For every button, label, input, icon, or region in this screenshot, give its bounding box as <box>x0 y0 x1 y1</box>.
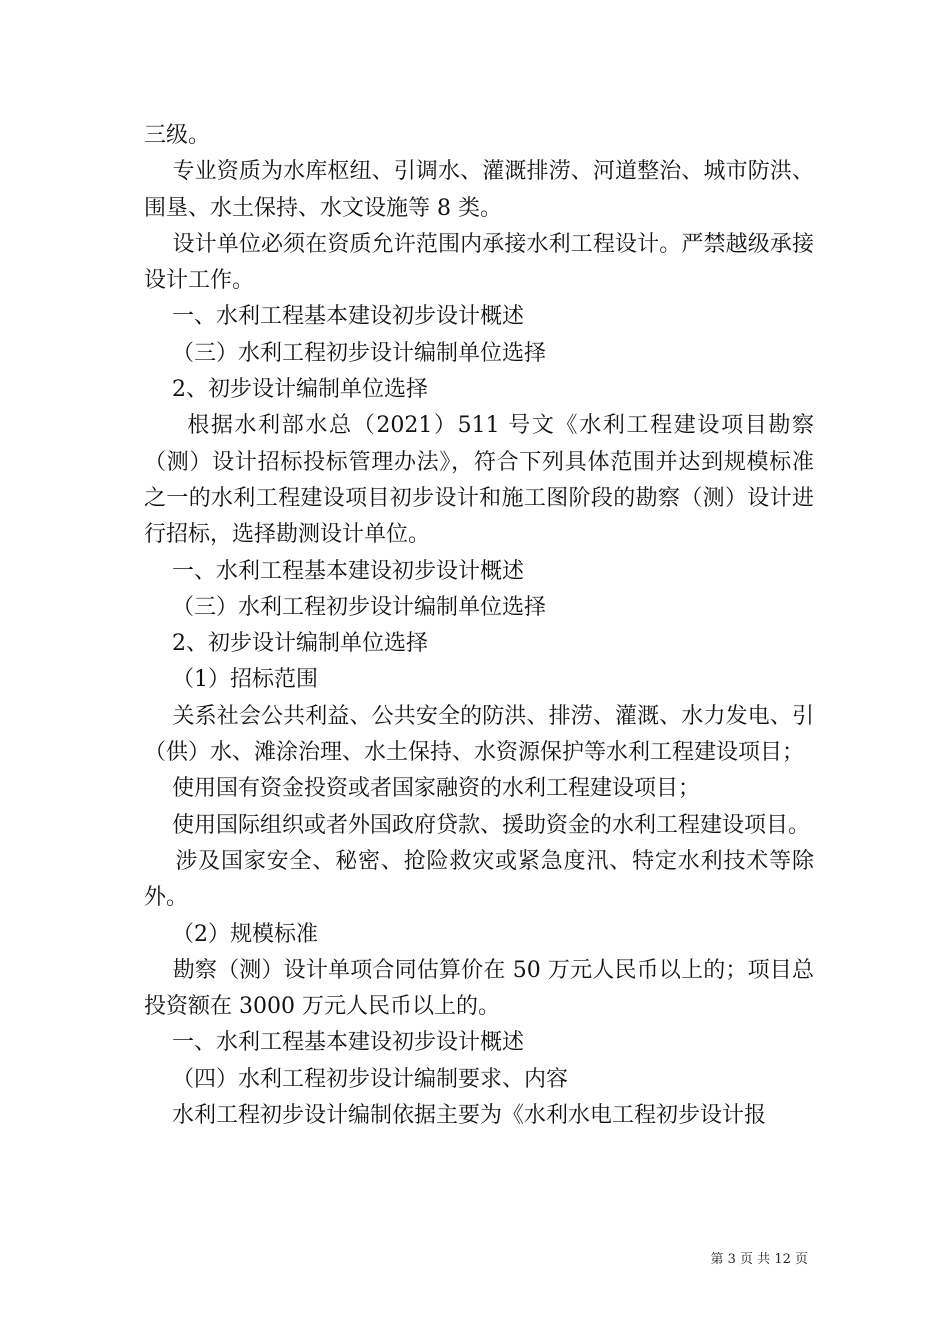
paragraph-3: 设计单位必须在资质允许范围内承接水利工程设计。严禁越级承接设计工作。 <box>144 231 814 294</box>
section-heading-1: 一、水利工程基本建设初步设计概述 <box>144 304 524 330</box>
paragraph-1: 三级。 <box>144 123 211 148</box>
subsection-heading-3: （四）水利工程初步设计编制要求、内容 <box>144 1066 568 1092</box>
section-heading-3: 一、水利工程基本建设初步设计概述 <box>144 1030 524 1056</box>
paragraph-4: 根据水利部水总（2021）511 号文《水利工程建设项目勘察（测）设计招标投标管理办法》，符合下列具体范围并达到规模标准之一的水利工程建设项目初步设计和施工图阶段的勘察（测）设计进行招标，选择勘测设计单位。 <box>144 413 815 548</box>
sub-item-heading-2: 2、初步设计编制单位选择 <box>144 631 428 657</box>
paragraph-10: 水利工程初步设计编制依据主要为《水利水电工程初步设计报 <box>144 1103 766 1129</box>
paragraph-2: 专业资质为水库枢纽、引调水、灌溉排涝、河道整治、城市防洪、围垦、水土保持、水文设施等 8 类。 <box>144 159 814 221</box>
paragraph-9: 勘察（测）设计单项合同估算价在 50 万元人民币以上的；项目总投资额在 3000 万元人民币以上的。 <box>144 957 814 1020</box>
paragraph-8: 涉及国家安全、秘密、抢险救灾或紧急度汛、特定水利技术等除外。 <box>144 848 814 911</box>
sub-item-heading-1: 2、初步设计编制单位选择 <box>144 377 428 403</box>
paragraph-6: 使用国有资金投资或者国家融资的水利工程建设项目； <box>144 776 700 802</box>
subsection-heading-1: （三）水利工程初步设计编制单位选择 <box>144 340 546 366</box>
list-heading-scale: （2）规模标准 <box>144 921 318 947</box>
paragraph-5: 关系社会公共利益、公共安全的防洪、排涝、灌溉、水力发电、引（供）水、滩涂治理、水土保持、水资源保护等水利工程建设项目； <box>144 703 814 766</box>
page-number-footer: 第 3 页 共 12 页 <box>710 1252 808 1267</box>
document-body <box>144 118 814 1134</box>
list-heading-scope: （1）招标范围 <box>144 667 318 693</box>
paragraph-7: 使用国际组织或者外国政府贷款、援助资金的水利工程建设项目。 <box>144 812 810 838</box>
section-heading-2: 一、水利工程基本建设初步设计概述 <box>144 558 524 584</box>
subsection-heading-2: （三）水利工程初步设计编制单位选择 <box>144 594 546 620</box>
